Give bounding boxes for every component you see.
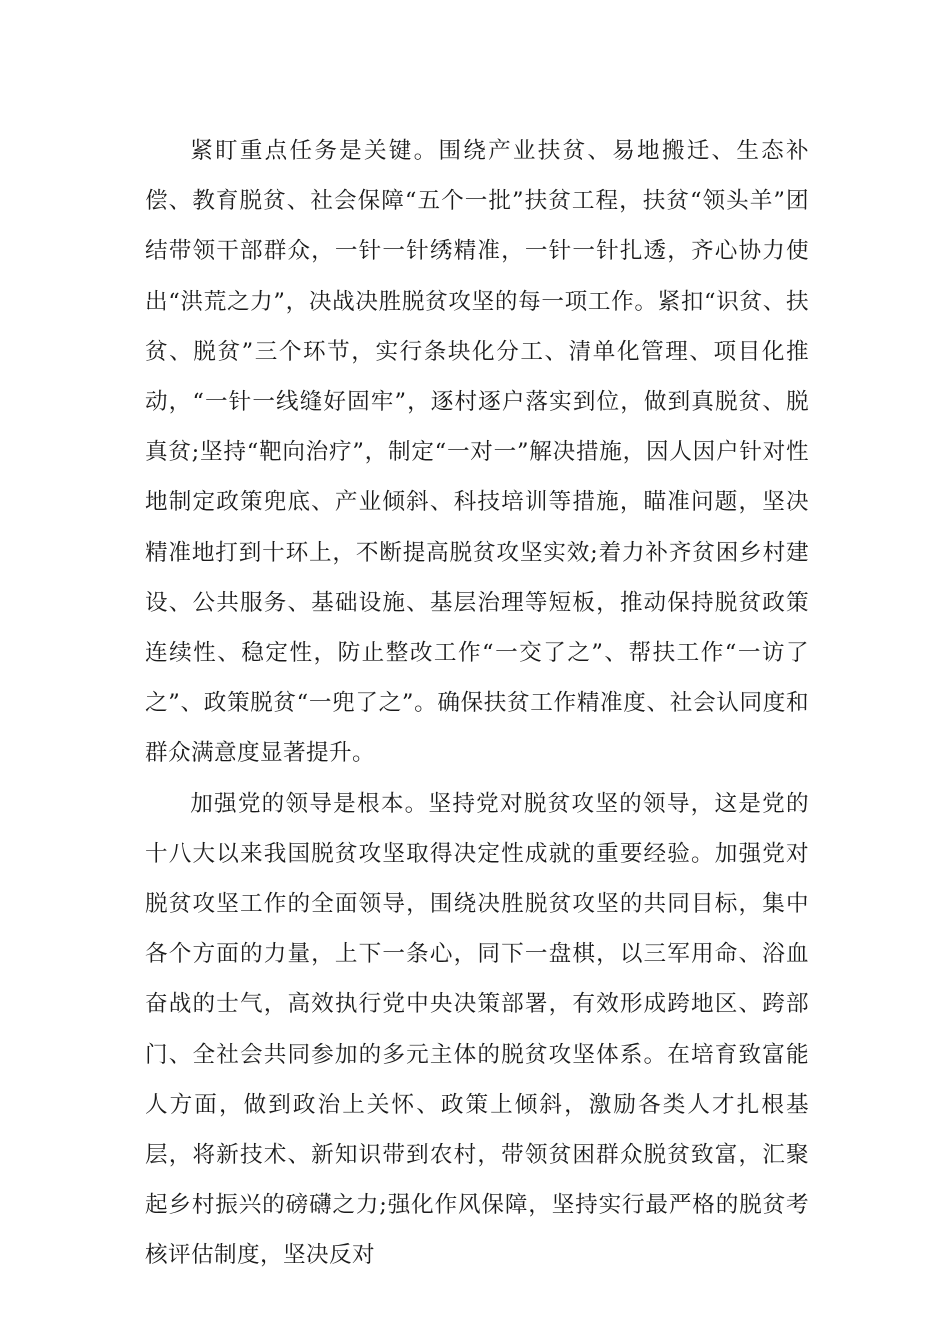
paragraph-party-leadership: 加强党的领导是根本。坚持党对脱贫攻坚的领导，这是党的十八大以来我国脱贫攻坚取得决定性成就的重要经验。加强党对脱贫攻坚工作的全面领导，围绕决胜脱贫攻坚的共同目标，集中各个方面的力量，上下一条心，同下一盘棋，以三军用命、浴血奋战的士气，高效执行党中央决策部署，有效形成跨地区、跨部门、全社会共同参加的多元主体的脱贫攻坚体系。在培育致富能人方面，做到政治上关怀、政策上倾斜，激励各类人才扎根基层，将新技术、新知识带到农村，带领贫困群众脱贫致富，汇聚起乡村振兴的磅礴之力;强化作风保障，坚持实行最严格的脱贫考核评估制度，坚决反对 xyxy=(145,790,809,1269)
paragraph-key-tasks: 紧盯重点任务是关键。围绕产业扶贫、易地搬迁、生态补偿、教育脱贫、社会保障“五个一批”扶贫工程，扶贫“领头羊”团结带领干部群众，一针一针绣精准，一针一针扎透，齐心协力使出“洪荒之力”，决战决胜脱贫攻坚的每一项工作。紧扣“识贫、扶贫、脱贫”三个环节，实行条块化分工、清单化管理、项目化推动，“一针一线缝好固牢”，逐村逐户落实到位，做到真脱贫、脱真贫;坚持“靶向治疗”，制定“一对一”解决措施，因人因户针对性地制定政策兜底、产业倾斜、科技培训等措施，瞄准问题，坚决精准地打到十环上，不断提高脱贫攻坚实效;着力补齐贫困乡村建设、公共服务、基础设施、基层治理等短板，推动保持脱贫政策连续性、稳定性，防止整改工作“一交了之”、帮扶工作“一访了之”、政策脱贫“一兜了之”。确保扶贫工作精准度、社会认同度和群众满意度显著提升。 xyxy=(145,138,809,767)
body-text xyxy=(145,126,809,1281)
